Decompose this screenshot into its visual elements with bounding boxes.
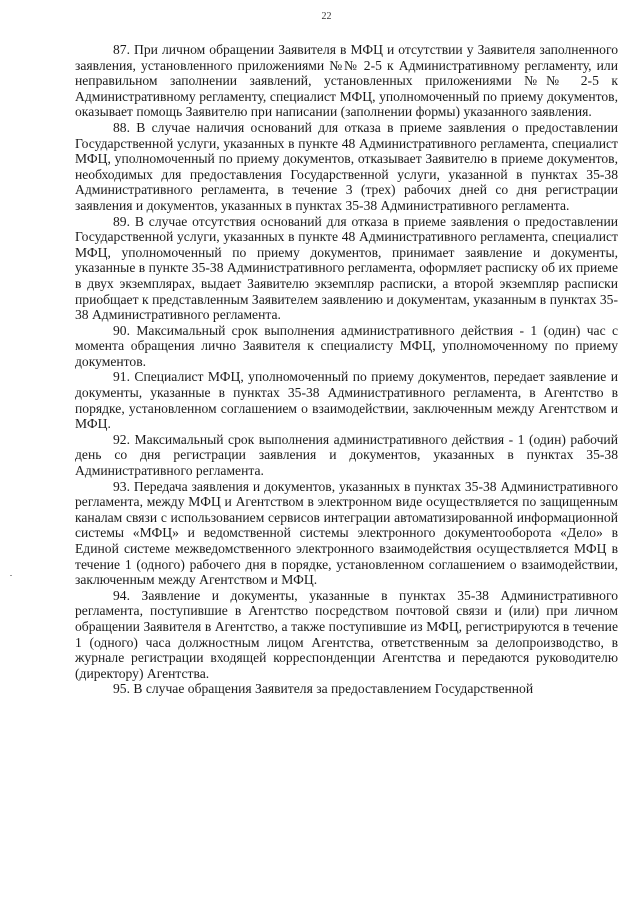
paragraph-87: 87. При личном обращении Заявителя в МФЦ и отсутствии у Заявителя заполненного заявления, установленного приложениями №№ 2-5 к Административному регламенту, или неправильном заполнении заявлений, установленных приложениями №№ 2-5 к Административному регламенту, специалист МФЦ, уполномоченный по приему документов, оказывает помощь Заявителю при написании (заполнении формы) указанного заявления. bbox=[75, 42, 618, 120]
paragraph-92: 92. Максимальный срок выполнения административного действия - 1 (один) рабочий день со дня регистрации заявления и документов, указанных в пунктах 35-38 Административного регламента. bbox=[75, 431, 618, 479]
paragraph-91: 91. Специалист МФЦ, уполномоченный по приему документов, передает заявление и документы, указанные в пунктах 35-38 Административного регламента, в Агентство в порядке, установленном соглашением о взаимодействии, заключенным между Агентством и МФЦ. bbox=[75, 369, 618, 432]
paragraph-88: 88. В случае наличия оснований для отказа в приеме заявления о предоставлении Государственной услуги, указанных в пункте 48 Административного регламента, специалист МФЦ, уполномоченный по приему документов, отказывает Заявителю в приеме документов, необходимых для предоставления Государственной услуги, указанной в пунктах 35-38 Административного регламента, в течение 3 (трех) рабочих дней со дня регистрации заявления и документов, указанных в пунктах 35-38 Административного регламента. bbox=[75, 119, 618, 213]
page-number: 22 bbox=[321, 11, 332, 22]
paragraph-95: 95. В случае обращения Заявителя за предоставлением Государственной bbox=[113, 681, 534, 697]
paragraph-94: 94. Заявление и документы, указанные в пунктах 35-38 Административного регламента, поступившие в Агентство посредством почтовой связи и (или) при личном обращении Заявителя в Агентство, а также поступившие из МФЦ, регистрируются в течение 1 (одного) часа должностным лицом Агентства, ответственным за делопроизводство, в журнале регистрации входящей корреспонденции Агентства и передаются руководителю (директору) Агентства. bbox=[75, 587, 618, 681]
paragraph-90: 90. Максимальный срок выполнения административного действия - 1 (один) час с момента обращения лично Заявителя к специалисту МФЦ, уполномоченному по приему документов. bbox=[75, 322, 618, 369]
paragraph-89: 89. В случае отсутствия оснований для отказа в приеме заявления о предоставлении Государственной услуги, указанных в пункте 48 Административного регламента, специалист МФЦ, уполномоченный по приему документов, принимает заявление и документы, указанные в пункте 35-38 Административного регламента, оформляет расписку об их приеме в двух экземплярах, выдает Заявителю экземпляр расписки, а второй экземпляр расписки приобщает к представленным Заявителем заявлению и документам, указанным в пунктах 35-38 Административного регламента. bbox=[75, 213, 618, 323]
paragraph-93: 93. Передача заявления и документов, указанных в пунктах 35-38 Административного регламента, между МФЦ и Агентством в электронном виде осуществляется по защищенным каналам связи с использованием сервисов интеграции автоматизированной информационной системы «МФЦ» и ведомственной системы электронного документооборота «Дело» в Единой системе межведомственного электронного взаимодействия осуществляется МФЦ в течение 1 (одного) рабочего дня в порядке, установленном соглашением о взаимодействии, заключенным между Агентством и МФЦ. bbox=[75, 478, 618, 588]
scan-margin-mark bbox=[10, 575, 12, 576]
